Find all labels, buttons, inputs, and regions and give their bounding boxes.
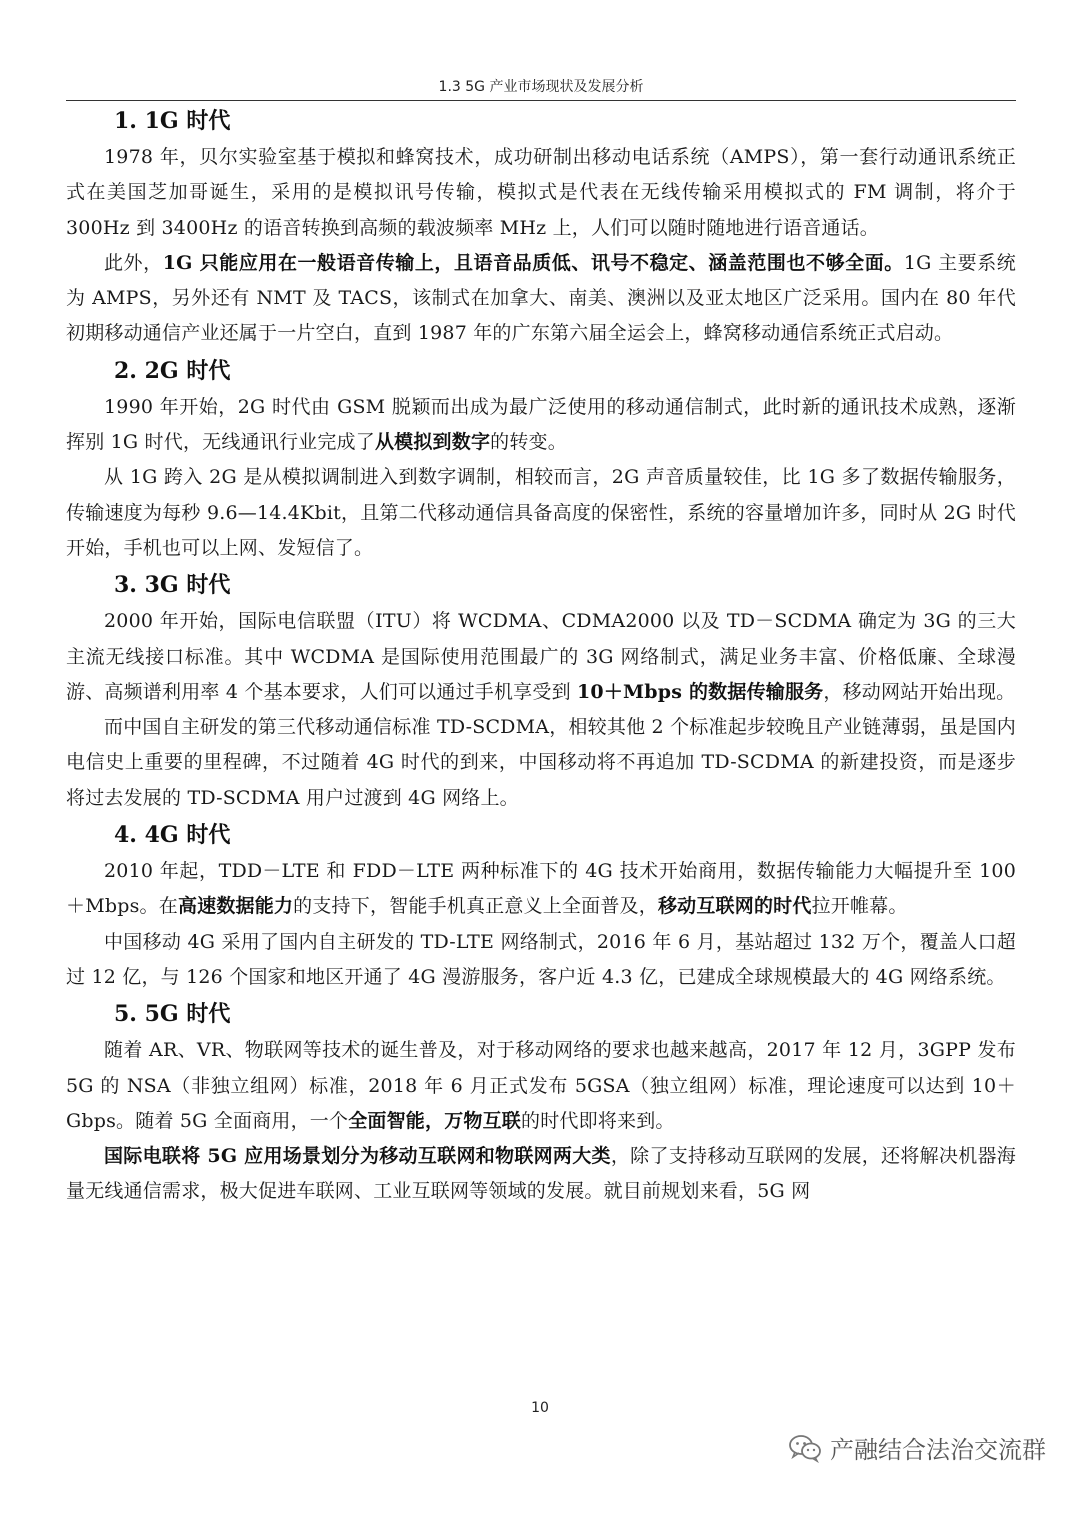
watermark (788, 1430, 1046, 1465)
emphasis: 从模拟到数字 (374, 431, 491, 454)
paragraph: 国际电联将 5G 应用场景划分为移动互联网和物联网两大类，除了支持移动互联网的发展，还将解决机器海量无线通信需求，极大促进车联网、工业互联网等领域的发展。就目前规划来看，5G 网 (66, 1145, 1017, 1203)
section-heading-2g: 2. 2G 时代 (114, 357, 231, 384)
section-heading-4g: 4. 4G 时代 (114, 822, 231, 849)
paragraph: 中国移动 4G 采用了国内自主研发的 TD-LTE 网络制式，2016 年 6 月，基站超过 132 万个，覆盖人口超过 12 亿，与 126 个国家和地区开通了 4G 漫游服务，客户近 4.3 亿，已建成全球规模最大的 4G 网络系统。 (66, 930, 1016, 988)
paragraph: 此外，1G 只能应用在一般语音传输上，且语音品质低、讯号不稳定、涵盖范围也不够全面。1G 主要系统为 AMPS，另外还有 NMT 及 TACS，该制式在加拿大、南美、澳洲以及亚太地区广泛采用。国内在 80 年代初期移动通信产业还属于一片空白，直到 1987 年的广东第六届全运会上，蜂窝移动通信系统正式启动。 (66, 251, 1016, 345)
header-rule (66, 100, 1016, 101)
emphasis: 国际电联将 5G 应用场景划分为移动互联网和物联网两大类 (104, 1145, 611, 1168)
section-heading-3g: 3. 3G 时代 (114, 572, 231, 599)
paragraph: 而中国自主研发的第三代移动通信标准 TD-SCDMA，相较其他 2 个标准起步较晚且产业链薄弱，虽是国内电信史上重要的里程碑，不过随着 4G 时代的到来，中国移动将不再追加 TD-SCDMA 的新建投资，而是逐步将过去发展的 TD-SCDMA 用户过渡到 4G 网络上。 (66, 716, 1016, 809)
paragraph: 1978 年，贝尔实验室基于模拟和蜂窝技术，成功研制出移动电话系统（AMPS），第一套行动通讯系统正式在美国芝加哥诞生，采用的是模拟讯号传输，模拟式是代表在无线传输采用模拟式的 FM 调制，将介于 300Hz 到 3400Hz 的语音转换到高频的载波频率 MHz 上，人们可以随时随地进行语音通话。 (66, 146, 1016, 239)
emphasis: 移动互联网的时代 (657, 895, 812, 918)
emphasis: 10＋Mbps 的数据传输服务 (577, 680, 824, 703)
running-header: 1.3 5G 产业市场现状及发展分析 (438, 79, 644, 95)
wechat-icon (788, 1433, 822, 1463)
section-heading-1g: 1. 1G 时代 (114, 108, 231, 134)
paragraph: 随着 AR、VR、物联网等技术的诞生普及，对于移动网络的要求也越来越高，2017 年 12 月，3GPP 发布 5G 的 NSA（非独立组网）标准，2018 年 6 月正式发布 5GSA（独立组网）标准，理论速度可以达到 10＋Gbps。随着 5G 全面商用，一个全面智能，万物互联的时代即将来到。 (66, 1039, 1016, 1132)
watermark-text: 产融结合法治交流群 (830, 1436, 1046, 1464)
paragraph: 从 1G 跨入 2G 是从模拟调制进入到数字调制，相较而言，2G 声音质量较佳，比 1G 多了数据传输服务，传输速度为每秒 9.6—14.4Kbit，且第二代移动通信具备高度的保密性，系统的容量增加许多，同时从 2G 时代开始，手机也可以上网、发短信了。 (66, 466, 1016, 559)
emphasis: 1G 只能应用在一般语音传输上，且语音品质低、讯号不稳定、涵盖范围也不够全面。 (162, 251, 904, 274)
emphasis: 全面智能，万物互联 (348, 1109, 522, 1132)
emphasis: 高速数据能力 (177, 895, 294, 918)
page-content (66, 102, 1016, 1210)
paragraph: 2010 年起，TDD－LTE 和 FDD－LTE 两种标准下的 4G 技术开始商用，数据传输能力大幅提升至 100＋Mbps。在高速数据能力的支持下，智能手机真正意义上全面普及，移动互联网的时代拉开帷幕。 (66, 860, 1016, 918)
section-heading-5g: 5. 5G 时代 (114, 1001, 231, 1028)
page-number: 10 (531, 1400, 549, 1416)
paragraph: 1990 年开始，2G 时代由 GSM 脱颖而出成为最广泛使用的移动通信制式，此时新的通讯技术成熟，逐渐挥别 1G 时代，无线通讯行业完成了从模拟到数字的转变。 (66, 395, 1016, 454)
paragraph: 2000 年开始，国际电信联盟（ITU）将 WCDMA、CDMA2000 以及 TD－SCDMA 确定为 3G 的三大主流无线接口标准。其中 WCDMA 是国际使用范围最广的 3G 网络制式，满足业务丰富、价格低廉、全球漫游、高频谱利用率 4 个基本要求，人们可以通过手机享受到 10＋Mbps 的数据传输服务，移动网站开始出现。 (66, 610, 1016, 703)
